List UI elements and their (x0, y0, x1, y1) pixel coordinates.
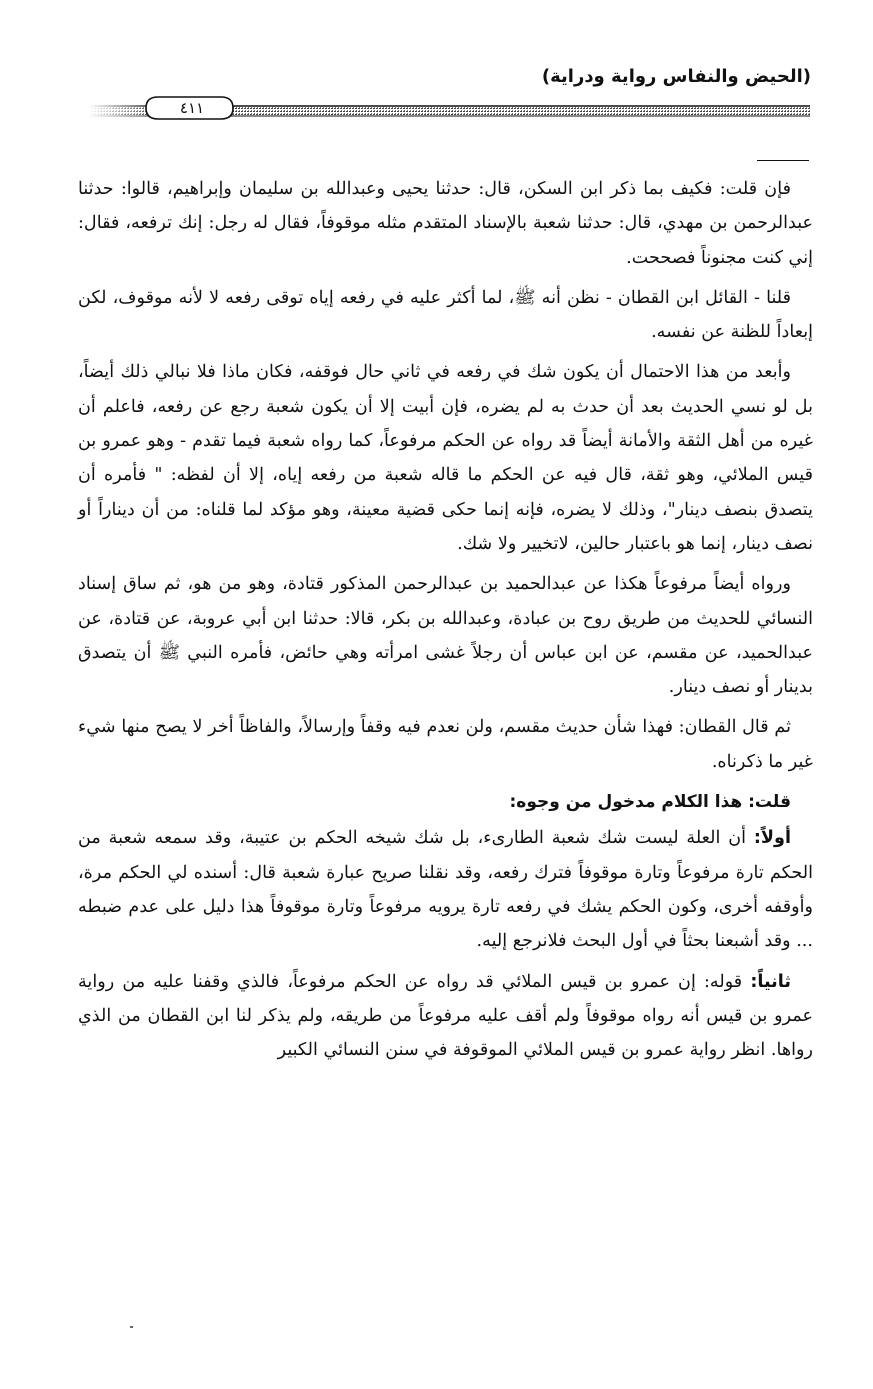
paragraph: ثم قال القطان: فهذا شأن حديث مقسم، ولن نعدم فيه وقفاً وإرسالاً، والفاظاً أخر لا يصح منها شيء غير ما ذكرناه. (78, 717, 813, 772)
paragraph: قلنا - القائل ابن القطان - نظن أنه ﷺ، لما أكثر عليه في رفعه إياه توقى رفعه لا لأنه موقوف، لكن إبعاداً للظنة عن نفسه. (78, 287, 813, 343)
point-paragraph (78, 821, 813, 958)
paragraph: وأبعد من هذا الاحتمال أن يكون شك في رفعه في ثاني حال فوقفه، فكان ماذا فلا نبالي ذلك أيضاً، بل لو نسي الحديث بعد أن حدث به لم يضره، فإن أبيت إلا أن يكون شعبة رجع عن رفعه، فاعلم أن غيره من أهل الثقة والأمانة أيضاً قد رواه عن الحكم مرفوعاً، كما رواه شعبة فيما تقدم - وهو عمرو بن قيس الملائي، وهو ثقة، قال فيه عن الحكم ما قاله شعبة من رفعه إياه، إلا أن لفظه: " فأمره أن يتصدق بنصف دينار"، وذلك لا يضره، فإنه إنما حكى قضية معينة، وهو مؤكد لما قلناه: من أن ديناراً أو نصف دينار، إنما هو باعتبار حالين، لاتخيير ولا شك. (78, 362, 813, 554)
running-title: (الحيض والنفاس رواية ودراية) (541, 66, 811, 87)
page-number: ٤١١ (179, 99, 205, 117)
point-text: أن العلة ليست شك شعبة الطارىء، بل شك شيخه الحكم بن عتيبة، وقد سمعه شعبة من الحكم تارة مرفوعاً وتارة موقوفاً فترك رفعه، وقد نقلنا صريح عبارة شعبة قال: أسنده لي الحكم مرة، وأوقفه أخرى، وكون الحكم يشك في رفعه تارة يرويه مرفوعاً وتارة موقوفاً هذا دليل على عدم ضبطه ... وقد أشبعنا بحثاً في أول البحث فلانرجع إليه. (78, 828, 813, 952)
paragraph: ورواه أيضاً مرفوعاً هكذا عن عبدالحميد بن عبدالرحمن المذكور قتادة، وهو من هو، ثم ساق إسناد النسائي للحديث من طريق روح بن عبادة، وعبدالله بن بكر، قالا: حدثنا ابن أبي عروبة، عن قتادة، عن عبدالحميد، عن مقسم، عن ابن عباس أن رجلاً غشى امرأته وهي حائض، فأمره النبي ﷺ أن يتصدق بدينار أو نصف دينار. (78, 574, 813, 698)
paragraph: فإن قلت: فكيف بما ذكر ابن السكن، قال: حدثنا يحيى وعبدالله بن سليمان وإبراهيم، قالوا: حدثنا عبدالرحمن بن مهدي، قال: حدثنا شعبة بالإسناد المتقدم مثله موقوفاً، فقال له رجل: إنك ترفعه، فقال: إني كنت مجنوناً فصححت. (78, 179, 813, 268)
scan-speck (130, 1326, 133, 1328)
point-text: قوله: إن عمرو بن قيس الملائي قد رواه عن الحكم مرفوعاً، فالذي وقفنا عليه من رواية عمرو بن قيس أنه رواه موقوفاً ولم أقف عليه مرفوعاً من طريقه، ولم يذكر لنا ابن القطان من الذي رواها. انظر رواية عمرو بن قيس الملائي الموقوفة في سنن النسائي الكبير (78, 971, 813, 1061)
point-label: ثانياً: (750, 971, 791, 992)
point-label: أولاً: (753, 828, 791, 849)
section-subheading: قلت: هذا الكلام مدخول من وجوه: (509, 792, 791, 813)
body-text (78, 172, 813, 1073)
point-paragraph (78, 965, 813, 1068)
footnote-separator-rule (757, 160, 809, 161)
